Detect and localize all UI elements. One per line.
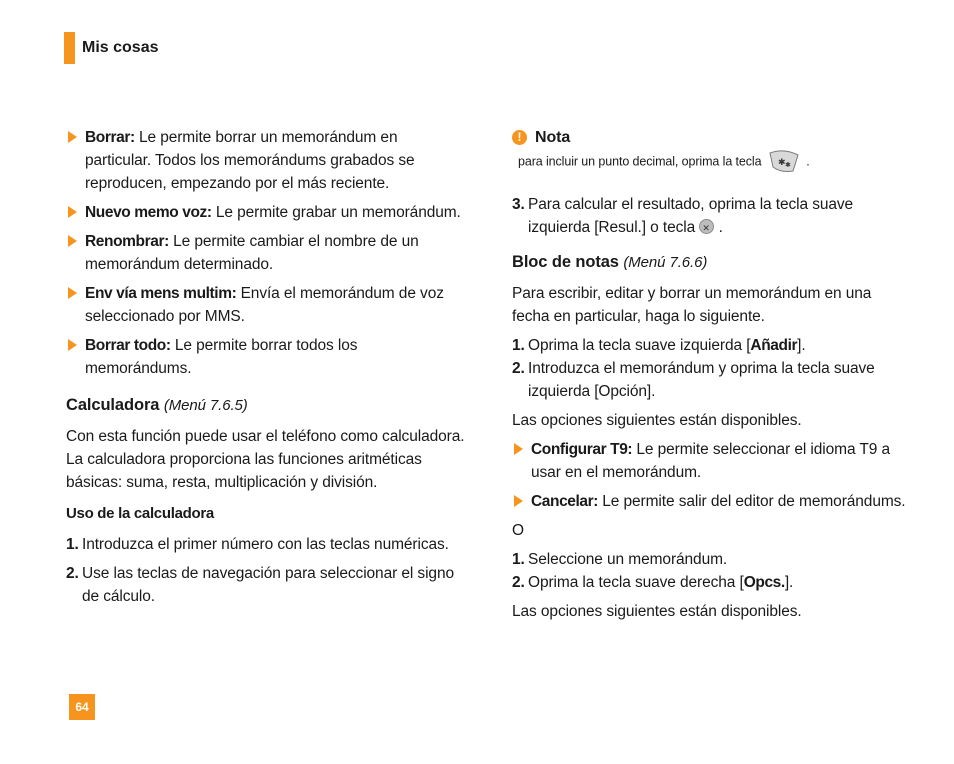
page-header	[64, 32, 158, 64]
right-column	[512, 126, 912, 629]
step-text-after: ].	[784, 574, 794, 591]
section-title-bloc-de-notas	[512, 251, 912, 274]
bullet-term: Nuevo memo voz:	[85, 204, 212, 221]
note-text-after: .	[806, 154, 810, 169]
section-menu-ref: (Menú 7.6.5)	[163, 397, 248, 414]
header-title: Mis cosas	[82, 39, 159, 56]
bullet-item	[512, 490, 912, 513]
triangle-bullet-icon	[514, 495, 523, 507]
section-intro: Para escribir, editar y borrar un memorándum en una fecha en particular, haga lo siguiente.	[512, 285, 872, 325]
note-title: Nota	[535, 129, 571, 146]
left-column	[66, 126, 466, 614]
bullet-item	[66, 126, 466, 195]
step-text: Introduzca el primer número con las teclas numéricas.	[82, 536, 449, 553]
step-number: 1.	[512, 551, 525, 568]
options-available: Las opciones siguientes están disponibles.	[512, 412, 802, 429]
bullet-term: Cancelar:	[531, 493, 599, 510]
exclamation-icon: !	[512, 130, 527, 145]
triangle-bullet-icon	[514, 443, 523, 455]
bullet-term: Env vía mens multim:	[85, 285, 237, 302]
triangle-bullet-icon	[68, 206, 77, 218]
section-title-text: Bloc de notas	[512, 253, 619, 271]
bullet-text: Envía el memorándum de voz seleccionado por MMS.	[85, 285, 444, 325]
step-text-after: .	[714, 219, 723, 236]
step-item	[66, 562, 466, 608]
step-item	[512, 193, 912, 239]
step-number: 3.	[512, 196, 525, 213]
step-item	[512, 548, 912, 571]
triangle-bullet-icon	[68, 339, 77, 351]
bullet-term: Borrar todo:	[85, 337, 171, 354]
triangle-bullet-icon	[68, 235, 77, 247]
svg-text:✱: ✱	[784, 161, 791, 169]
options-available: Las opciones siguientes están disponibles.	[512, 603, 802, 620]
note-heading	[512, 126, 912, 149]
ok-key-icon	[699, 219, 714, 234]
or-separator: O	[512, 522, 524, 539]
step-item	[66, 533, 466, 556]
bullet-text: Le permite salir del editor de memorándums.	[598, 493, 906, 510]
step-number: 2.	[512, 574, 525, 591]
bullet-sep: :	[129, 129, 135, 146]
bullet-item	[66, 282, 466, 328]
svg-text:✱: ✱	[777, 158, 786, 168]
bullet-text: Le permite seleccionar el idioma T9 a usar en el memorándum.	[531, 441, 891, 481]
step-text-after: ].	[797, 337, 806, 354]
bullet-item	[512, 438, 912, 484]
bullet-term: Borrar	[85, 129, 130, 146]
header-accent-bar	[64, 32, 75, 64]
step-item	[512, 571, 912, 594]
section-title-calculadora	[66, 394, 466, 417]
section-title-text: Calculadora	[66, 396, 160, 414]
section-intro: Con esta función puede usar el teléfono como calculadora. La calculadora proporciona las funciones aritméticas básicas: suma, resta, multiplicación y división.	[66, 428, 465, 491]
bullet-text: Le permite grabar un memorándum.	[211, 204, 461, 221]
page-number: 64	[69, 694, 95, 720]
step-item	[512, 357, 912, 403]
step-text: Para calcular el resultado, oprima la tecla suave izquierda [Resul.] o tecla	[528, 196, 854, 236]
bullet-text: Le permite borrar todos los memorándums.	[85, 337, 358, 377]
step-number: 1.	[66, 536, 79, 553]
bullet-item	[66, 201, 466, 224]
step-text: Seleccione un memorándum.	[528, 551, 728, 568]
step-number: 1.	[512, 337, 525, 354]
step-text: Oprima la tecla suave izquierda [	[528, 337, 751, 354]
bullet-item	[66, 334, 466, 380]
triangle-bullet-icon	[68, 287, 77, 299]
triangle-bullet-icon	[68, 131, 77, 143]
step-number: 2.	[512, 360, 525, 377]
bullet-text: Le permite borrar un memorándum en particular. Todos los memorándums grabados se reproducen, empezando por el más reciente.	[85, 129, 415, 192]
bullet-term: Renombrar:	[85, 233, 169, 250]
step-text: Introduzca el memorándum y oprima la tecla suave izquierda [Opción].	[528, 360, 875, 400]
note-text	[518, 149, 912, 175]
note-text-before: para incluir un punto decimal, oprima la tecla	[518, 154, 762, 169]
step-bold: Opcs.	[743, 574, 785, 591]
step-item	[512, 334, 912, 357]
section-menu-ref: (Menú 7.6.6)	[623, 254, 708, 271]
subheading: Uso de la calculadora	[66, 505, 214, 522]
bullet-item	[66, 230, 466, 276]
bullet-text: Le permite cambiar el nombre de un memorándum determinado.	[85, 233, 419, 273]
step-number: 2.	[66, 565, 79, 582]
star-key-icon	[767, 149, 801, 175]
step-text: Oprima la tecla suave derecha [	[528, 574, 744, 591]
step-text: Use las teclas de navegación para seleccionar el signo de cálculo.	[82, 565, 454, 605]
bullet-term: Configurar T9:	[531, 441, 633, 458]
step-bold: Añadir	[750, 337, 798, 354]
